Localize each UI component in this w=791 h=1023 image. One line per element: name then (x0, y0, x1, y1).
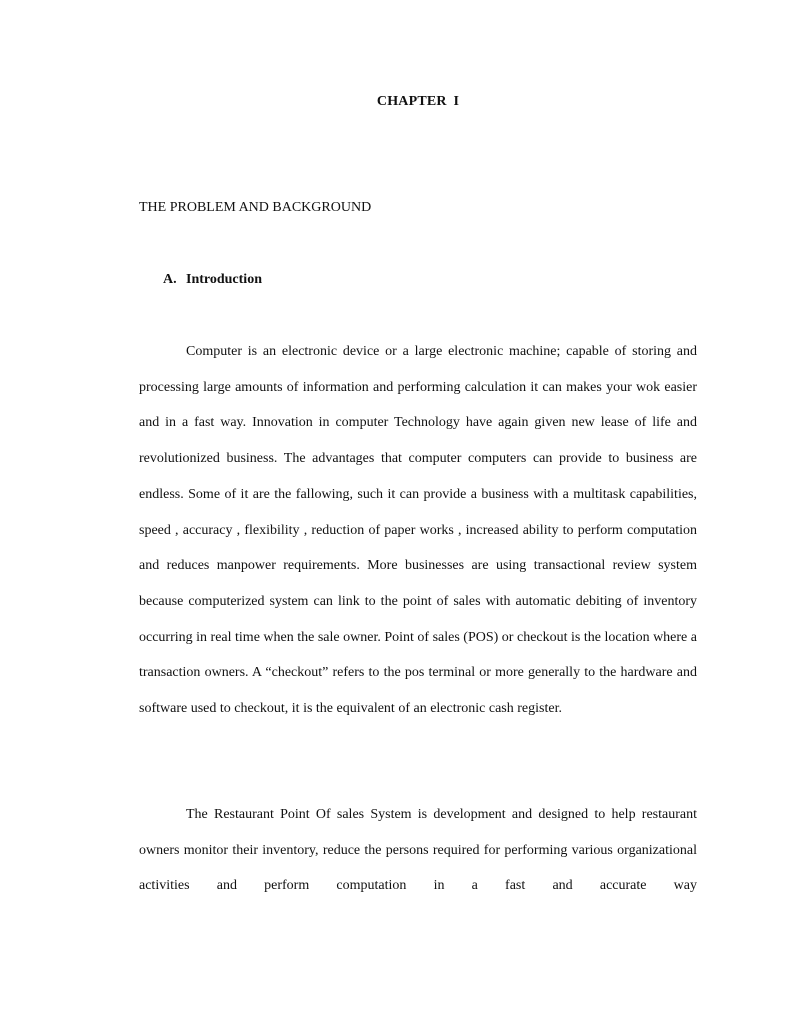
subsection-heading (163, 272, 262, 288)
paragraph-introduction: Computer is an electronic device or a large electronic machine; capable of storing and processing large amounts of information and performing calculation it can makes your wok easier and in a fast way. Innovation in computer Technology have again given new lease of life and revolutionized business. The advantages that computer computers can provide to business are endless. Some of it are the fallowing, such it can provide a business with a multitask capabilities, speed , accuracy , flexibility , reduction of paper works , increased ability to perform computation and reduces manpower requirements. More businesses are using transactional review system because computerized system can link to the point of sales with automatic debiting of inventory occurring in real time when the sale owner. Point of sales (POS) or checkout is the location where a transaction owners. A “checkout” refers to the pos terminal or more generally to the hardware and software used to checkout, it is the equivalent of an electronic cash register. (139, 344, 697, 717)
paragraph-restaurant-pos: The Restaurant Point Of sales System is development and designed to help restaurant owners monitor their inventory, reduce the persons required for performing various organizational activities and perform computation in a fast and accurate way (139, 807, 697, 894)
chapter-title: CHAPTER I (376, 94, 460, 109)
section-heading: THE PROBLEM AND BACKGROUND (139, 200, 372, 215)
subsection-title: Introduction (186, 272, 262, 287)
subsection-letter: A. (163, 272, 177, 287)
